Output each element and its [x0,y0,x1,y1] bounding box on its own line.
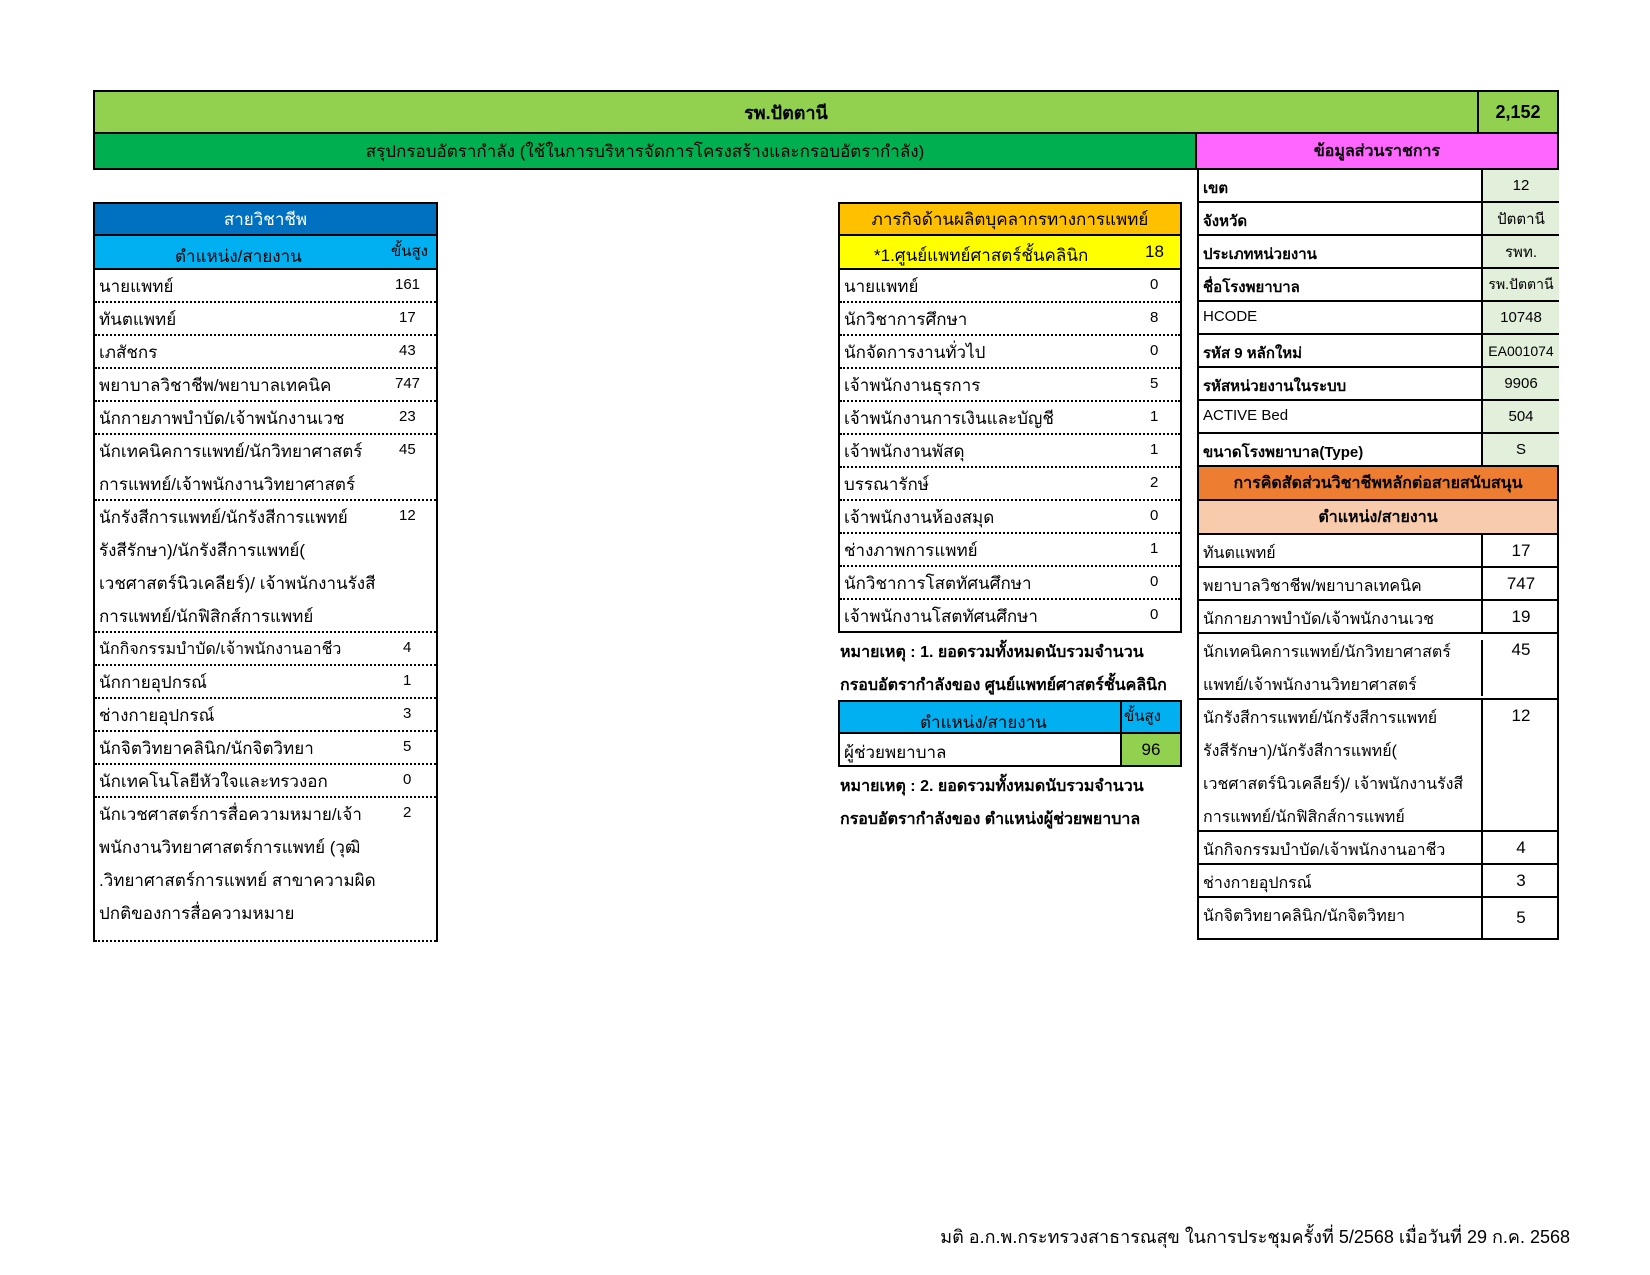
position-label: ทันตแพทย์ [99,310,177,329]
mission-label: เจ้าพนักงานห้องสมุด [844,508,995,527]
gov-value: S [1481,434,1559,465]
table-row [95,435,436,501]
gov-value: 10748 [1481,302,1559,333]
total-value: 2,152 [1495,101,1541,122]
gov-info-row [1197,368,1559,401]
table-row [95,402,436,435]
ratio-col-header [1197,501,1559,535]
table-row [840,468,1180,501]
position-label-line3: เวชศาสตร์นิวเคลียร์)/ เจ้าพนักงานรังสี [99,574,376,593]
ratio-header [1197,467,1559,501]
ratio-value: 747 [1481,568,1559,599]
mission-sub-header [838,236,1182,270]
gov-label: รหัส 9 หลักใหม่ [1203,345,1303,362]
mission-label: เจ้าพนักงานโสตทัศนศึกษา [844,607,1038,626]
position-value: 43 [399,342,416,359]
mission-label: นักจัดการงานทั่วไป [844,343,986,362]
total-positions [1479,90,1559,134]
ratio-label: นักเทคนิคการแพทย์/นักวิทยาศาสตร์ [1203,644,1451,661]
position-label: นักเทคโนโลยีหัวใจและทรวงอก [99,772,328,791]
gov-label: HCODE [1203,308,1258,325]
mission-value: 5 [1150,375,1159,392]
mission-note-1 [840,636,1200,702]
ratio-label: ช่างกายอุปกรณ์ [1203,875,1312,892]
position-label: นักกายภาพบำบัด/เจ้าพนักงานเวช [99,409,345,428]
gov-label: ACTIVE Bed [1203,407,1289,424]
position-value: 161 [395,276,421,293]
gov-info-table [1197,170,1559,467]
ratio-label-line2: รังสีรักษา)/นักรังสีการแพทย์( [1203,743,1397,760]
position-label-line4: การแพทย์/นักฟิสิกส์การแพทย์ [99,607,314,626]
ratio-row [1197,865,1559,898]
mission-header [838,202,1182,236]
ratio-row [1197,700,1559,832]
gov-label: ประเภทหน่วยงาน [1203,246,1317,263]
table-row [840,303,1180,336]
gov-info-header [1197,134,1559,170]
gov-info-row [1197,203,1559,236]
summary-subtitle [93,134,1197,170]
note-1-line-2: กรอบอัตรากำลังของ ศูนย์แพทย์ศาสตร์ชั้นคลินิก [840,677,1167,694]
position-label: นักรังสีการแพทย์/นักรังสีการแพทย์ [99,508,348,527]
table-row [95,732,436,765]
mission-label: เจ้าพนักงานธุรการ [844,376,981,395]
table-row [840,567,1180,600]
table-row [95,633,436,666]
position-value: 2 [403,804,412,821]
ratio-row [1197,535,1559,568]
hospital-name: รพ.ปัตตานี [744,102,828,123]
position-label: นายแพทย์ [99,277,174,296]
gov-info-row [1197,434,1559,467]
ratio-value: 5 [1481,898,1559,938]
gov-value: 504 [1481,401,1559,432]
mission-value: 1 [1150,441,1159,458]
ratio-row [1197,832,1559,865]
position-label: นักเวชศาสตร์การสื่อความหมาย/เจ้า [99,805,362,824]
gov-value: รพ.ปัตตานี [1481,269,1559,300]
mission-value: 0 [1150,606,1159,623]
ratio-title: การคิดสัดส่วนวิชาชีพหลักต่อสายสนับสนุน [1233,474,1523,492]
table-row [95,336,436,369]
professional-header [93,202,438,236]
assistant-value: 96 [1120,734,1180,765]
assistant-col-max: ขั้นสูง [1124,708,1161,725]
position-value: 747 [395,375,421,392]
assistant-col-divider [1120,702,1122,734]
professional-title: สายวิชาชีพ [223,209,308,229]
position-value: 12 [399,507,416,524]
position-value: 5 [403,738,412,755]
ratio-row [1197,634,1559,700]
mission-sub-value: 18 [1145,242,1164,261]
table-row [95,501,436,633]
position-value: 45 [399,441,416,458]
table-row [95,303,436,336]
position-value: 0 [403,771,412,788]
position-label: ช่างกายอุปกรณ์ [99,706,215,725]
ratio-row [1197,568,1559,601]
ratio-label: นักจิตวิทยาคลินิก/นักจิตวิทยา [1203,908,1406,925]
mission-value: 0 [1150,276,1159,293]
position-label-line2: รังสีรักษา)/นักรังสีการแพทย์( [99,541,306,560]
mission-label: ช่างภาพการแพทย์ [844,541,978,560]
footer-text: มติ อ.ก.พ.กระทรวงสาธารณสุข ในการประชุมครั้งที่ 5/2568 เมื่อวันที่ 29 ก.ค. 2568 [940,1227,1570,1247]
subtitle-text: สรุปกรอบอัตรากำลัง (ใช้ในการบริหารจัดการโครงสร้างและกรอบอัตรากำลัง) [365,141,925,161]
ratio-label: ทันตแพทย์ [1203,545,1276,562]
ratio-value: 17 [1481,535,1559,566]
gov-label: ชื่อโรงพยาบาล [1203,279,1300,296]
position-label-line2: การแพทย์/เจ้าพนักงานวิทยาศาสตร์ [99,475,356,494]
position-value: 3 [403,705,412,722]
table-row [840,402,1180,435]
gov-label: จังหวัด [1203,213,1248,230]
mission-value: 2 [1150,474,1159,491]
gov-info-row [1197,170,1559,203]
ratio-label-line4: การแพทย์/นักฟิสิกส์การแพทย์ [1203,809,1405,826]
gov-value: รพท. [1481,236,1559,267]
gov-value: 12 [1481,170,1559,201]
mission-label: นักวิชาการศึกษา [844,310,968,329]
gov-label: ขนาดโรงพยาบาล(Type) [1203,444,1364,461]
ratio-value: 19 [1481,601,1559,632]
position-label: นักกายอุปกรณ์ [99,673,207,692]
ratio-label: นักรังสีการแพทย์/นักรังสีการแพทย์ [1203,710,1438,727]
gov-info-row [1197,302,1559,335]
assistant-col-header [838,700,1182,734]
col-max: ขั้นสูง [391,243,428,260]
position-value: 1 [403,672,412,689]
footer-resolution [870,1222,1570,1251]
position-label: นักจิตวิทยาคลินิก/นักจิตวิทยา [99,739,314,758]
gov-value: 9906 [1481,368,1559,399]
position-label-line2: พนักงานวิทยาศาสตร์การแพทย์ (วุฒิ [99,838,361,857]
gov-value: ปัตตานี [1481,203,1559,234]
note-1-line-1: หมายเหตุ : 1. ยอดรวมทั้งหมดนับรวมจำนวน [840,644,1144,661]
assistant-label: ผู้ช่วยพยาบาล [844,743,947,762]
professional-col-header [93,236,438,270]
mission-note-2 [840,770,1200,836]
note-2-line-1: หมายเหตุ : 2. ยอดรวมทั้งหมดนับรวมจำนวน [840,778,1144,795]
table-row [840,270,1180,303]
mission-table [838,270,1182,633]
mission-title: ภารกิจด้านผลิตบุคลากรทางการแพทย์ [871,209,1149,229]
table-row [95,699,436,732]
mission-value: 1 [1150,540,1159,557]
ratio-row [1197,898,1559,940]
assistant-row [838,734,1182,767]
mission-value: 0 [1150,342,1159,359]
ratio-label-line2: แพทย์/เจ้าพนักงานวิทยาศาสตร์ [1203,677,1417,694]
position-label: นักเทคนิคการแพทย์/นักวิทยาศาสตร์ [99,442,363,461]
ratio-label: นักกายภาพบำบัด/เจ้าพนักงานเวช [1203,611,1434,628]
mission-value: 1 [1150,408,1159,425]
gov-info-title: ข้อมูลส่วนราชการ [1313,142,1441,160]
gov-label: เขต [1203,180,1229,197]
gov-info-row [1197,269,1559,302]
table-row [840,534,1180,567]
ratio-value: 3 [1481,865,1559,896]
table-row [840,369,1180,402]
gov-info-row [1197,401,1559,434]
mission-label: นักวิชาการโสตทัศนศึกษา [844,574,1032,593]
ratio-label: พยาบาลวิชาชีพ/พยาบาลเทคนิค [1203,578,1422,595]
hospital-title [93,90,1479,134]
position-label-line4: ปกติของการสื่อความหมาย [99,904,295,923]
ratio-label-line3: เวชศาสตร์นิวเคลียร์)/ เจ้าพนักงานรังสี [1203,776,1464,793]
position-value: 4 [403,639,412,656]
ratio-value: 4 [1481,832,1559,863]
table-row [840,501,1180,534]
position-label: นักกิจกรรมบำบัด/เจ้าพนักงานอาชีว [99,641,342,658]
table-row [95,666,436,699]
position-value: 17 [399,309,416,326]
ratio-row [1197,601,1559,634]
mission-label: เจ้าพนักงานการเงินและบัญชี [844,409,1054,428]
position-label-line3: .วิทยาศาสตร์การแพทย์ สาขาความผิด [99,871,376,890]
mission-label: เจ้าพนักงานพัสดุ [844,442,965,461]
gov-info-row [1197,236,1559,269]
position-value: 23 [399,408,416,425]
mission-value: 0 [1150,573,1159,590]
note-2-line-2: กรอบอัตรากำลังของ ตำแหน่งผู้ช่วยพยาบาล [840,811,1141,828]
table-row [95,270,436,303]
professional-table [93,270,438,942]
col-position: ตำแหน่ง/สายงาน [175,247,302,266]
assistant-col-position: ตำแหน่ง/สายงาน [920,713,1047,732]
table-row [95,798,436,942]
mission-sub-title: *1.ศูนย์แพทย์ศาสตร์ชั้นคลินิก [874,246,1089,265]
table-row [95,765,436,798]
mission-label: บรรณารักษ์ [844,475,929,494]
ratio-col-position: ตำแหน่ง/สายงาน [1318,508,1438,526]
gov-info-row [1197,335,1559,368]
table-row [95,369,436,402]
table-row [840,336,1180,369]
ratio-table [1197,535,1559,940]
mission-value: 0 [1150,507,1159,524]
table-row [840,435,1180,468]
position-label: เภสัชกร [99,343,158,362]
mission-value: 8 [1150,309,1159,326]
ratio-value: 12 [1481,700,1559,830]
mission-label: นายแพทย์ [844,277,919,296]
gov-value: EA001074 [1481,335,1559,366]
ratio-value: 45 [1481,640,1559,696]
table-row [840,600,1180,633]
ratio-label: นักกิจกรรมบำบัด/เจ้าพนักงานอาชีว [1203,842,1446,859]
gov-label: รหัสหน่วยงานในระบบ [1203,378,1347,395]
position-label: พยาบาลวิชาชีพ/พยาบาลเทคนิค [99,376,332,395]
